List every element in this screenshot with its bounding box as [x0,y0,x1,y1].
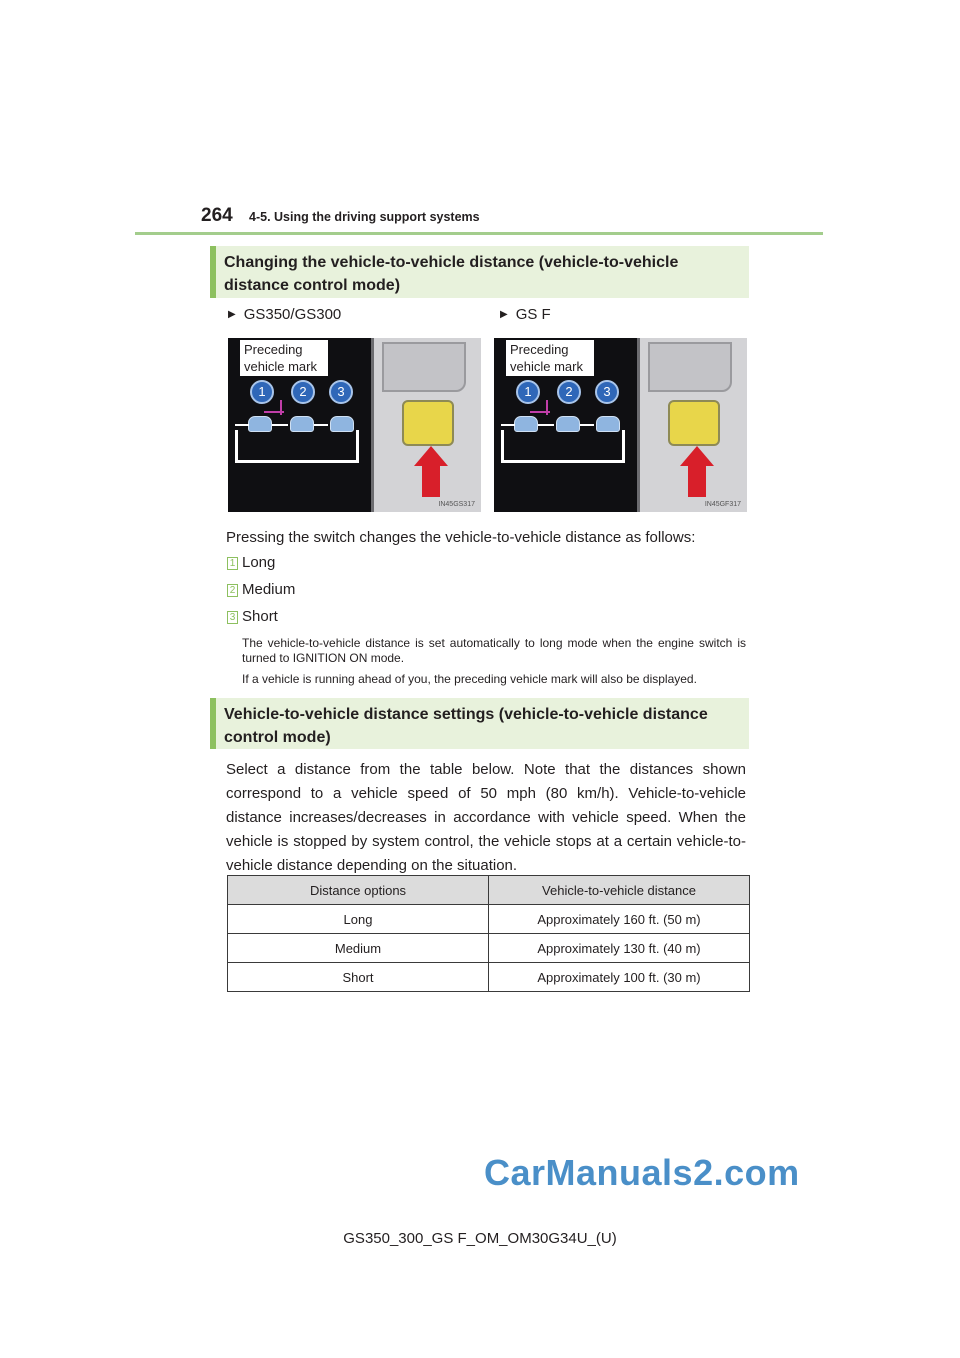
section1-heading: Changing the vehicle-to-vehicle distance (vehicle-to-vehicle distance control mode) [210,246,749,298]
cycle-loop [501,430,625,463]
upper-switch [648,342,732,392]
table-row [228,934,750,963]
triangle-bullet-icon: ▶ [500,309,508,320]
preceding-vehicle-callout: Preceding vehicle mark [240,340,328,376]
table-cell: Approximately 160 ft. (50 m) [489,905,750,934]
pointer-arrow [264,411,284,413]
cycle-arrow [314,424,328,426]
distance-table [227,875,750,992]
table-cell: Approximately 100 ft. (30 m) [489,963,750,992]
steering-switch-panel [371,338,481,512]
table-header-row [228,876,750,905]
watermark-logo: CarManuals2.com [484,1152,800,1193]
number-circle-2: 2 [291,380,315,404]
model-label-gsf [500,306,551,323]
number-circle-1: 1 [250,380,274,404]
table-header-cell: Vehicle-to-vehicle distance [489,876,750,905]
table-cell: Medium [228,934,489,963]
distance-switch-icon [402,400,454,446]
number-circle-3: 3 [329,380,353,404]
red-arrow-shaft [688,465,706,497]
list-number-2: 2 [227,584,238,597]
switch-illustration-gsf [494,338,747,512]
red-arrow-shaft [422,465,440,497]
red-arrow-icon [414,446,448,466]
list-item-long: Long [242,554,276,571]
list-item-short: Short [242,608,278,625]
cycle-arrow [580,424,594,426]
table-header-cell: Distance options [228,876,489,905]
upper-switch [382,342,466,392]
pointer-arrow [530,411,550,413]
table-row [228,905,750,934]
table-row [228,963,750,992]
image-code: IN45GF317 [704,501,741,508]
triangle-bullet-icon: ▶ [228,309,236,320]
cycle-arrow [538,424,554,426]
cycle-arrow [501,424,515,426]
steering-switch-panel [637,338,747,512]
number-circle-1: 1 [516,380,540,404]
number-circle-2: 2 [557,380,581,404]
model-label-text: GS F [515,306,551,323]
table-cell: Approximately 130 ft. (40 m) [489,934,750,963]
page-number: 264 [201,205,233,226]
section-title: 4-5. Using the driving support systems [249,210,480,224]
section2-heading: Vehicle-to-vehicle distance settings (vehicle-to-vehicle distance control mode) [210,698,749,749]
intro-text: Pressing the switch changes the vehicle-to-vehicle distance as follows: [226,529,696,546]
cycle-loop [235,430,359,463]
cycle-arrow [235,424,249,426]
list-number-3: 3 [227,611,238,624]
note-preceding-vehicle: If a vehicle is running ahead of you, the preceding vehicle mark will also be displayed. [242,672,697,686]
image-code: IN45GS317 [438,501,475,508]
list-number-1: 1 [227,557,238,570]
footer-doc-code: GS350_300_GS F_OM_OM30G34U_(U) [343,1230,617,1247]
cycle-arrow [272,424,288,426]
settings-paragraph: Select a distance from the table below. Note that the distances shown correspond to a vehicle speed of 50 mph (80 km/h). Vehicle-to-vehicle distance increases/decreases in accordance with vehicle speed. When the vehicle is stopped by system control, the vehicle stops at a certain vehicle-to-vehicle distance depending on the situation. [226,761,746,874]
red-arrow-icon [680,446,714,466]
model-label-text: GS350/GS300 [243,306,342,323]
table-cell: Short [228,963,489,992]
model-label-gs350 [228,306,341,323]
preceding-vehicle-callout: Preceding vehicle mark [506,340,594,376]
switch-illustration-gs350 [228,338,481,512]
list-item-medium: Medium [242,581,296,598]
header-rule [135,232,823,235]
table-cell: Long [228,905,489,934]
number-circle-3: 3 [595,380,619,404]
note-ignition: The vehicle-to-vehicle distance is set automatically to long mode when the engine switch is turned to IGNITION ON mode. [242,636,746,665]
distance-switch-icon [668,400,720,446]
